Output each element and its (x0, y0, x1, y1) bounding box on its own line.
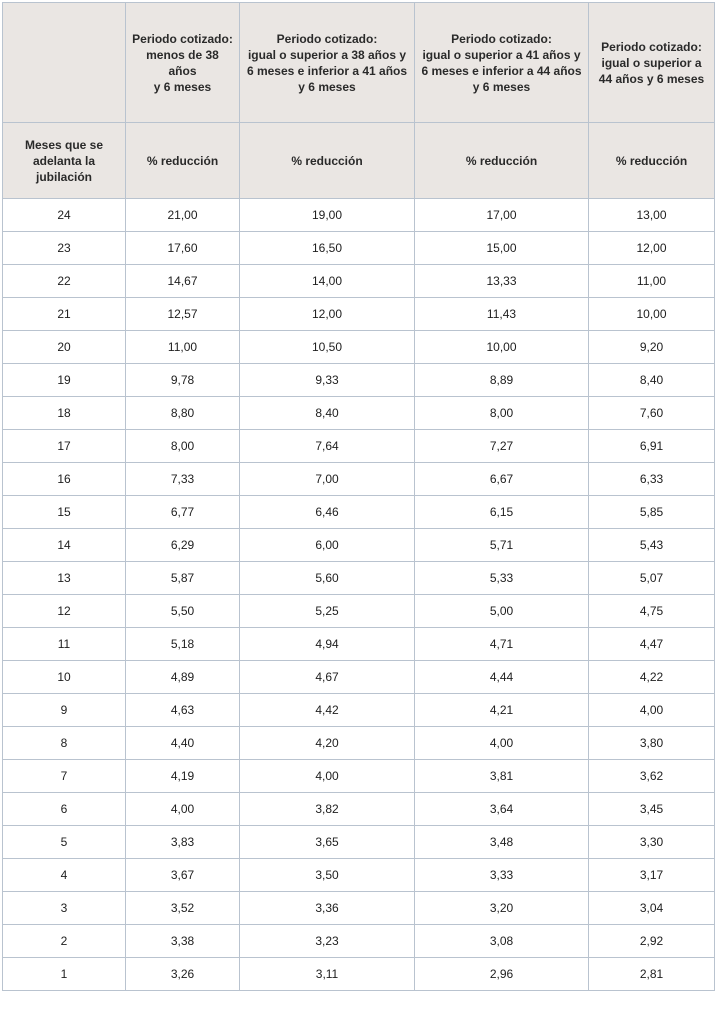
reduction-cell-period-4: 2,92 (589, 925, 715, 958)
reduction-cell-period-3: 6,15 (415, 496, 589, 529)
reduction-cell-period-2: 7,64 (240, 430, 415, 463)
table-row (3, 661, 715, 694)
reduction-cell-period-2: 4,94 (240, 628, 415, 661)
reduction-cell-period-1: 12,57 (126, 298, 240, 331)
reduction-cell-period-4: 4,47 (589, 628, 715, 661)
table-row (3, 694, 715, 727)
reduction-cell-period-1: 4,19 (126, 760, 240, 793)
reduction-cell-period-1: 5,18 (126, 628, 240, 661)
reduction-cell-period-2: 6,46 (240, 496, 415, 529)
header-period-3: Periodo cotizado: igual o superior a 41 años y 6 meses e inferior a 44 años y 6 meses (415, 3, 589, 123)
reduction-cell-period-3: 11,43 (415, 298, 589, 331)
table-row (3, 760, 715, 793)
months-cell: 12 (3, 595, 126, 628)
table-row (3, 529, 715, 562)
table-row (3, 199, 715, 232)
months-cell: 3 (3, 892, 126, 925)
reduction-cell-period-2: 3,23 (240, 925, 415, 958)
header-unit-4: % reducción (589, 123, 715, 199)
table-row (3, 859, 715, 892)
reduction-cell-period-4: 3,45 (589, 793, 715, 826)
months-cell: 20 (3, 331, 126, 364)
reduction-cell-period-1: 8,80 (126, 397, 240, 430)
reduction-cell-period-1: 6,29 (126, 529, 240, 562)
reduction-cell-period-1: 11,00 (126, 331, 240, 364)
reduction-cell-period-1: 3,67 (126, 859, 240, 892)
reduction-cell-period-3: 4,21 (415, 694, 589, 727)
reduction-cell-period-3: 3,48 (415, 826, 589, 859)
reduction-cell-period-3: 8,00 (415, 397, 589, 430)
reduction-cell-period-4: 7,60 (589, 397, 715, 430)
months-cell: 9 (3, 694, 126, 727)
reduction-cell-period-3: 5,71 (415, 529, 589, 562)
reduction-cell-period-3: 5,00 (415, 595, 589, 628)
early-retirement-reduction-table (2, 2, 715, 991)
reduction-cell-period-2: 3,36 (240, 892, 415, 925)
reduction-cell-period-2: 10,50 (240, 331, 415, 364)
reduction-cell-period-1: 7,33 (126, 463, 240, 496)
months-cell: 15 (3, 496, 126, 529)
reduction-cell-period-3: 4,00 (415, 727, 589, 760)
table-row (3, 892, 715, 925)
reduction-cell-period-3: 2,96 (415, 958, 589, 991)
months-cell: 10 (3, 661, 126, 694)
reduction-cell-period-3: 3,81 (415, 760, 589, 793)
header-period-1: Periodo cotizado: menos de 38 años y 6 meses (126, 3, 240, 123)
reduction-cell-period-3: 5,33 (415, 562, 589, 595)
months-cell: 23 (3, 232, 126, 265)
months-cell: 21 (3, 298, 126, 331)
reduction-cell-period-4: 3,30 (589, 826, 715, 859)
reduction-cell-period-1: 4,40 (126, 727, 240, 760)
months-cell: 24 (3, 199, 126, 232)
reduction-cell-period-4: 11,00 (589, 265, 715, 298)
reduction-cell-period-2: 5,25 (240, 595, 415, 628)
header-unit-1: % reducción (126, 123, 240, 199)
months-cell: 16 (3, 463, 126, 496)
months-cell: 7 (3, 760, 126, 793)
reduction-cell-period-2: 3,65 (240, 826, 415, 859)
reduction-cell-period-1: 3,83 (126, 826, 240, 859)
reduction-cell-period-4: 2,81 (589, 958, 715, 991)
table-row (3, 430, 715, 463)
table-row (3, 331, 715, 364)
reduction-cell-period-1: 6,77 (126, 496, 240, 529)
table-row (3, 397, 715, 430)
reduction-cell-period-2: 3,82 (240, 793, 415, 826)
reduction-cell-period-2: 6,00 (240, 529, 415, 562)
reduction-cell-period-2: 7,00 (240, 463, 415, 496)
reduction-cell-period-4: 5,07 (589, 562, 715, 595)
header-row-periods (3, 3, 715, 123)
table-row (3, 793, 715, 826)
months-cell: 13 (3, 562, 126, 595)
reduction-cell-period-1: 4,89 (126, 661, 240, 694)
reduction-cell-period-4: 5,85 (589, 496, 715, 529)
table-row (3, 628, 715, 661)
header-unit-2: % reducción (240, 123, 415, 199)
reduction-cell-period-2: 9,33 (240, 364, 415, 397)
reduction-cell-period-4: 3,62 (589, 760, 715, 793)
reduction-cell-period-1: 4,00 (126, 793, 240, 826)
reduction-cell-period-4: 9,20 (589, 331, 715, 364)
reduction-cell-period-1: 5,50 (126, 595, 240, 628)
reduction-cell-period-3: 4,71 (415, 628, 589, 661)
months-cell: 14 (3, 529, 126, 562)
reduction-cell-period-2: 3,50 (240, 859, 415, 892)
reduction-cell-period-2: 4,42 (240, 694, 415, 727)
months-cell: 8 (3, 727, 126, 760)
months-cell: 17 (3, 430, 126, 463)
reduction-cell-period-4: 13,00 (589, 199, 715, 232)
reduction-cell-period-4: 4,22 (589, 661, 715, 694)
reduction-cell-period-2: 4,00 (240, 760, 415, 793)
table-header (3, 3, 715, 199)
reduction-cell-period-3: 10,00 (415, 331, 589, 364)
months-cell: 6 (3, 793, 126, 826)
header-period-2: Periodo cotizado: igual o superior a 38 años y 6 meses e inferior a 41 años y 6 meses (240, 3, 415, 123)
reduction-cell-period-2: 16,50 (240, 232, 415, 265)
reduction-cell-period-1: 5,87 (126, 562, 240, 595)
table-row (3, 265, 715, 298)
reduction-cell-period-1: 17,60 (126, 232, 240, 265)
reduction-cell-period-4: 8,40 (589, 364, 715, 397)
header-corner-cell (3, 3, 126, 123)
reduction-cell-period-4: 5,43 (589, 529, 715, 562)
reduction-cell-period-1: 8,00 (126, 430, 240, 463)
reduction-cell-period-2: 14,00 (240, 265, 415, 298)
reduction-cell-period-3: 4,44 (415, 661, 589, 694)
reduction-cell-period-3: 3,33 (415, 859, 589, 892)
reduction-cell-period-3: 6,67 (415, 463, 589, 496)
reduction-cell-period-3: 7,27 (415, 430, 589, 463)
reduction-cell-period-4: 10,00 (589, 298, 715, 331)
reduction-cell-period-4: 6,91 (589, 430, 715, 463)
table-body (3, 199, 715, 991)
reduction-cell-period-3: 8,89 (415, 364, 589, 397)
reduction-cell-period-4: 3,80 (589, 727, 715, 760)
header-months-label: Meses que se adelanta la jubilación (3, 123, 126, 199)
reduction-cell-period-3: 3,64 (415, 793, 589, 826)
reduction-cell-period-4: 4,75 (589, 595, 715, 628)
reduction-cell-period-2: 8,40 (240, 397, 415, 430)
reduction-cell-period-2: 4,20 (240, 727, 415, 760)
months-cell: 1 (3, 958, 126, 991)
reduction-cell-period-2: 12,00 (240, 298, 415, 331)
reduction-cell-period-4: 6,33 (589, 463, 715, 496)
reduction-cell-period-2: 3,11 (240, 958, 415, 991)
months-cell: 5 (3, 826, 126, 859)
months-cell: 22 (3, 265, 126, 298)
reduction-cell-period-3: 15,00 (415, 232, 589, 265)
months-cell: 11 (3, 628, 126, 661)
reduction-cell-period-3: 3,08 (415, 925, 589, 958)
months-cell: 19 (3, 364, 126, 397)
reduction-cell-period-4: 3,17 (589, 859, 715, 892)
table-row (3, 562, 715, 595)
reduction-cell-period-3: 3,20 (415, 892, 589, 925)
reduction-cell-period-1: 3,38 (126, 925, 240, 958)
reduction-cell-period-1: 3,26 (126, 958, 240, 991)
table-row (3, 232, 715, 265)
reduction-cell-period-3: 17,00 (415, 199, 589, 232)
header-unit-3: % reducción (415, 123, 589, 199)
reduction-cell-period-2: 5,60 (240, 562, 415, 595)
table-row (3, 496, 715, 529)
reduction-cell-period-1: 14,67 (126, 265, 240, 298)
reduction-cell-period-1: 4,63 (126, 694, 240, 727)
table-row (3, 463, 715, 496)
table-row (3, 364, 715, 397)
reduction-cell-period-3: 13,33 (415, 265, 589, 298)
reduction-cell-period-2: 4,67 (240, 661, 415, 694)
reduction-cell-period-4: 12,00 (589, 232, 715, 265)
table-row (3, 925, 715, 958)
reduction-cell-period-4: 3,04 (589, 892, 715, 925)
months-cell: 2 (3, 925, 126, 958)
table-row (3, 958, 715, 991)
reduction-cell-period-2: 19,00 (240, 199, 415, 232)
months-cell: 4 (3, 859, 126, 892)
header-period-4: Periodo cotizado: igual o superior a 44 años y 6 meses (589, 3, 715, 123)
reduction-cell-period-1: 21,00 (126, 199, 240, 232)
reduction-cell-period-4: 4,00 (589, 694, 715, 727)
table-row (3, 727, 715, 760)
table-row (3, 298, 715, 331)
table-row (3, 826, 715, 859)
months-cell: 18 (3, 397, 126, 430)
reduction-cell-period-1: 9,78 (126, 364, 240, 397)
reduction-cell-period-1: 3,52 (126, 892, 240, 925)
table-row (3, 595, 715, 628)
header-row-units (3, 123, 715, 199)
